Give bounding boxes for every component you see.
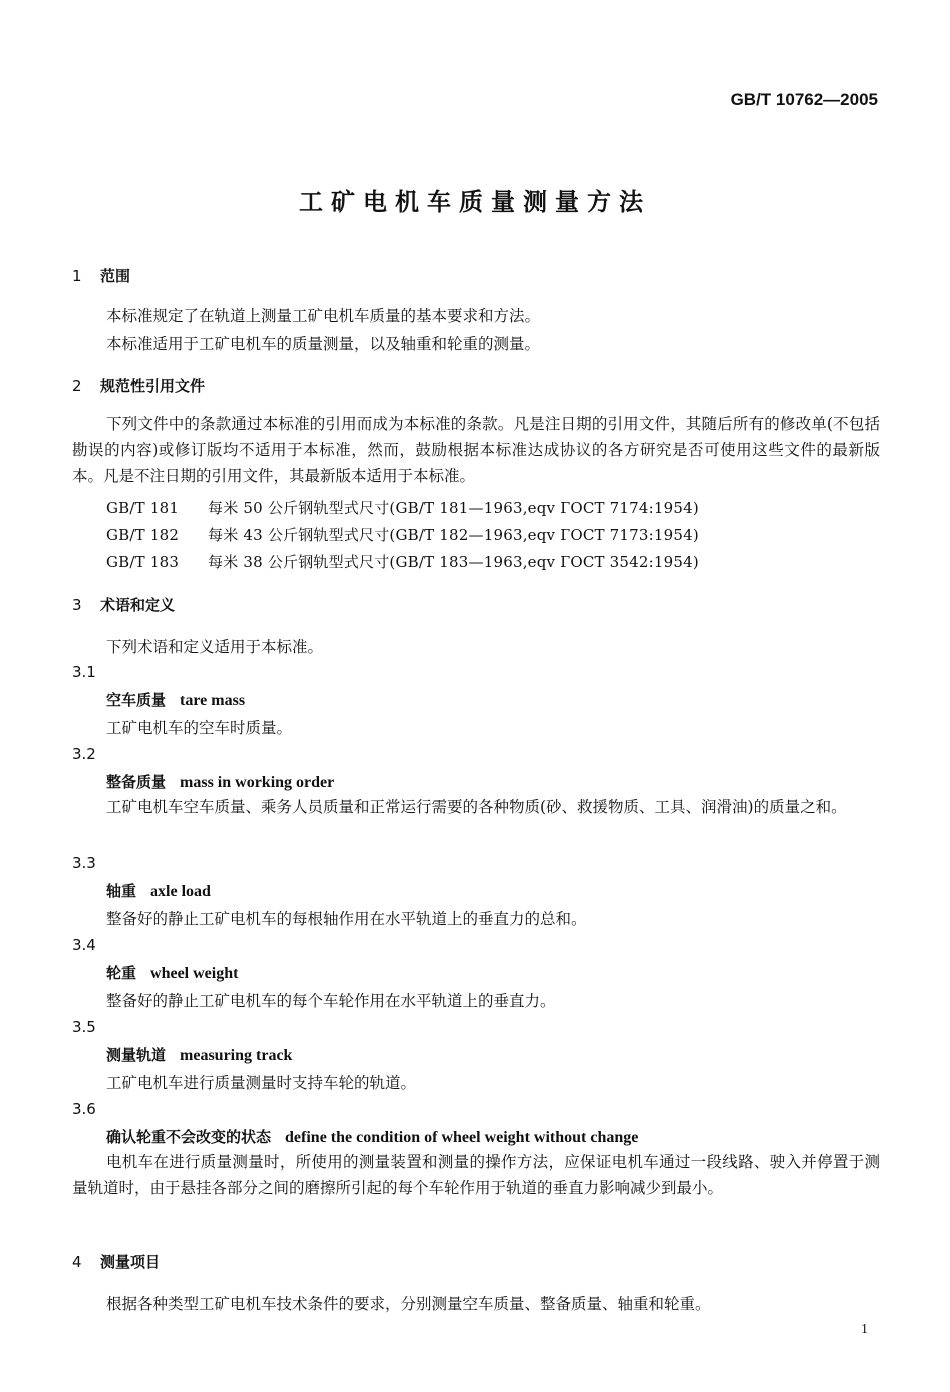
term-definition: 工矿电机车进行质量测量时支持车轮的轨道。 (106, 1074, 417, 1092)
clause-number: 3.4 (72, 936, 96, 954)
reference-code: GB/T 181 (106, 499, 180, 517)
term-heading (106, 1044, 292, 1065)
reference-text: 每米 38 公斤钢轨型式尺寸(GB/T 183—1963,eqv ГОСТ 3542:1954) (208, 553, 699, 571)
paragraph: 下列术语和定义适用于本标准。 (106, 638, 324, 656)
paragraph: 根据各种类型工矿电机车技术条件的要求，分别测量空车质量、整备质量、轴重和轮重。 (106, 1295, 711, 1313)
section-number: 2 (72, 377, 82, 395)
term-english: tare mass (180, 692, 246, 709)
term-english: axle load (150, 883, 211, 900)
reference-item (106, 497, 699, 518)
section-number: 4 (72, 1253, 82, 1271)
section-title: 范围 (100, 267, 131, 285)
term-definition: 工矿电机车空车质量、乘务人员质量和正常运行需要的各种物质(砂、救援物质、工具、润滑油)的质量之和。 (106, 798, 847, 816)
paragraph: 本标准适用于工矿电机车的质量测量，以及轴重和轮重的测量。 (106, 335, 541, 353)
reference-item (106, 551, 699, 572)
term-chinese: 空车质量 (106, 691, 167, 709)
clause-number: 3.5 (72, 1018, 96, 1036)
term-english: mass in working order (180, 774, 335, 791)
section-title: 规范性引用文件 (100, 377, 206, 395)
section-4-heading (72, 1251, 160, 1272)
section-1-heading (72, 265, 130, 286)
section-number: 3 (72, 596, 82, 614)
term-english: measuring track (180, 1047, 293, 1064)
term-chinese: 确认轮重不会改变的状态 (106, 1128, 272, 1146)
section-2-heading (72, 375, 205, 396)
term-heading (106, 1126, 638, 1147)
standard-number: GB/T 10762—2005 (730, 90, 878, 109)
term-english: wheel weight (150, 965, 239, 982)
clause-number: 3.1 (72, 663, 96, 681)
reference-code: GB/T 182 (106, 526, 180, 544)
clause-number: 3.3 (72, 854, 96, 872)
term-chinese: 轴重 (106, 882, 137, 900)
section-title: 术语和定义 (100, 596, 176, 614)
term-chinese: 轮重 (106, 964, 137, 982)
reference-text: 每米 43 公斤钢轨型式尺寸(GB/T 182—1963,eqv ГОСТ 7173:1954) (208, 526, 699, 544)
section-3-heading (72, 594, 175, 615)
reference-text: 每米 50 公斤钢轨型式尺寸(GB/T 181—1963,eqv ГОСТ 7174:1954) (208, 499, 699, 517)
reference-code: GB/T 183 (106, 553, 180, 571)
term-definition: 电机车在进行质量测量时，所使用的测量装置和测量的操作方法，应保证电机车通过一段线路、驶入并停置于测量轨道时，由于悬挂各部分之间的磨擦所引起的每个车轮作用于轨道的垂直力影响减少到最小。 (72, 1153, 880, 1197)
clause-number: 3.6 (72, 1100, 96, 1118)
term-definition: 整备好的静止工矿电机车的每个车轮作用在水平轨道上的垂直力。 (106, 992, 556, 1010)
clause-number: 3.2 (72, 745, 96, 763)
term-heading (106, 962, 238, 983)
term-heading (106, 880, 211, 901)
term-heading (106, 771, 334, 792)
term-definition: 整备好的静止工矿电机车的每根轴作用在水平轨道上的垂直力的总和。 (106, 910, 587, 928)
paragraph: 下列文件中的条款通过本标准的引用而成为本标准的条款。凡是注日期的引用文件，其随后所有的修改单(不包括勘误的内容)或修订版均不适用于本标准，然而，鼓励根据本标准达成协议的各方研究是否可使用这些文件的最新版本。凡是不注日期的引用文件，其最新版本适用于本标准。 (72, 415, 880, 485)
page-number: 1 (861, 1322, 868, 1337)
section-number: 1 (72, 267, 82, 285)
term-chinese: 整备质量 (106, 773, 167, 791)
section-title: 测量项目 (100, 1253, 161, 1271)
term-english: define the condition of wheel weight without change (285, 1129, 639, 1146)
term-heading (106, 689, 245, 710)
document-title: 工矿电机车质量测量方法 (299, 188, 651, 216)
term-definition: 工矿电机车的空车时质量。 (106, 719, 293, 737)
reference-item (106, 524, 699, 545)
paragraph: 本标准规定了在轨道上测量工矿电机车质量的基本要求和方法。 (106, 307, 541, 325)
term-chinese: 测量轨道 (106, 1046, 167, 1064)
